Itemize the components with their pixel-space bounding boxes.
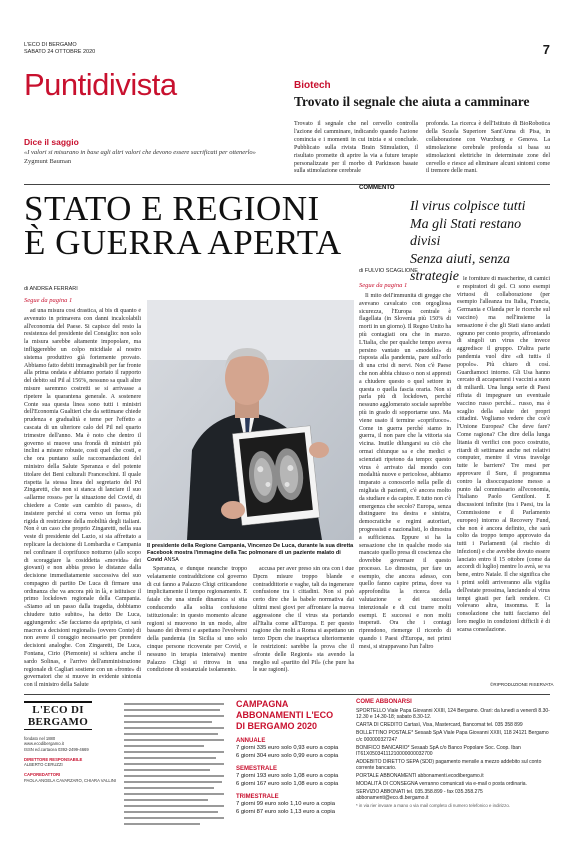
publication-name: L'ECO DI BERGAMO: [24, 42, 77, 48]
main-article-col3: accusa per aver preso sin ora con i due Dpcm misure troppo blande e contraddittorie e vaghe, tali da ingenerare confusione tra i cittadini. Non si può certo dire che la babele normativa dai ultimi mesi giovi per affrontare la nuova aggressione che il virus sta portando all'Italia come all'Europa. E per questo ragione che molti a Roma si aspettano un terzo Dpcm che inasprisca ulteriormente le restrizioni: sarebbe la prova che il «fronte delle Regioni» sta avendo la meglio sul «partito del Pil» (che pure ha le sue ragioni).: [253, 566, 354, 674]
subscription-campaign: [236, 699, 340, 816]
annual-price-7: 7 giorni 335 euro solo 0,93 euro a copia: [236, 745, 339, 751]
article-photo: [147, 300, 354, 540]
website-link[interactable]: www.ecodibergamo.it: [24, 741, 64, 747]
top-article-body: [294, 121, 550, 176]
main-article-col2: Speranza, e dunque neanche troppo velatamente contraddizione col governo di cui fanno a Palazzo Chigi criticandone implicitamente il tempo regionamento. E fatale che una simile dinamica si stia conducendo alla solita confusione istituzionale: in questo momento alcune regioni si muovono in un modo, altre basano dei diversi e aspettano l'evolversi della pandemia (in Sicilia si uno solo cinque persone ricoverate per Covid, e nessuno in terapia intensiva) mentre Palazzo Chigi si ritrova in una condizione di sostanziale isolamento.: [147, 566, 247, 674]
campaign-title: CAMPAGNA ABBONAMENTI L'ECO DI BERGAMO 2020: [236, 699, 334, 731]
photo-illustration: [147, 300, 354, 540]
main-kicker: Segue da pagina 1: [24, 297, 73, 304]
bottom-band: [24, 697, 550, 849]
how-item: BONIFICO BANCARIO* Sesaab SpA c/o Banco Popolare Soc. Coop. Iban IT61X05034111210000000032700: [356, 744, 521, 757]
quote-text: «I valori si misurano in base agli altri valori che devono essere sacrificati per ottenerlo»: [24, 149, 256, 156]
how-item: SERVIZIO ABBONATI tel. 035.358.899 - fax 035.358.275 abbonamenti@eco.di.bergamo.it: [356, 788, 483, 802]
how-item: CARTA DI CREDITO Cartasì, Visa, Mastercard, Bancomat tel. 035 358 899: [356, 722, 523, 729]
fine-print-block: [124, 701, 228, 841]
editors-label: CAPOREDATTORI: [24, 772, 61, 778]
annual-price-6: 6 giorni 304 euro solo 0,99 euro a copia: [236, 753, 339, 759]
how-to-subscribe: [356, 699, 550, 811]
annual-label: ANNUALE: [236, 738, 266, 744]
page-number: 7: [542, 42, 550, 57]
comment-col1: Il mito dell'immunità di gregge che avevano cavalcato con orgogliosa sicurezza, l'Europa centrale è flagellata (in Slovenia più 150% di morti in un giorno). Il Regno Unito ha più contagiati ora che in marzo. L'Italia, che per qualche tempo aveva persino vantato un «modello» di risposta alla pandemia, pare sull'orlo di una crisi di nervi. Non c'è Paese che non abbia chiuso o non si appresti a chiudere questo o quel settore in questa o quella fascia oraria. Non si parla più di lockdown, perché nessuno agglomerato sociale saprebbe più in grado di sopportarne uno. Ma viene usato il termine «coprifuoco». Come in guerra perché siamo in guerra, il non pare che la vittoria sia vicina. Inutile dilungarsi su ciò che ormai chiunque sa e che medici e scienziati ripetono da tempo: questo virus è arrivato dal mondo con modalità nuove e pericolose, abbiamo imparato a conoscerlo nella pelle di migliaia di pazienti, c'è ancora molto da studiare e da capire. E tutto non c'è emergenza che secolo? Europa, senza distinguere tra destra e sinistra, democratiche e regimi autoritari, progressisti e nazionalisti, lo dimostra a sufficienza. Eppure si ha la sensazione che in qualche modo sia mancato quello presa di coscienza che dovrebbe governare il questo processo. Lo dimostra, per fare un esempio, che ancora adesso, con quello fanno capire prima, dove va approfondita la ricerca della valutazione e dei successi intenzionale e di cui trarre molti esempi. E successi e non molti insperati. Ora che i contagi riprendono, riemerge il ricordo di quando i Paesi d'Europa, nei primi mesi, si strappavano l'un l'altro: [359, 293, 451, 650]
founded: fondato nel 1880: [24, 736, 56, 741]
editors: PAOLA ANGELA CAVARZARO, CHIARA VALLINI: [24, 777, 117, 783]
trimestral-price-7: 7 giorni 99 euro solo 1,10 euro a copia: [236, 801, 335, 807]
quote-author: Zygmunt Bauman: [24, 158, 72, 165]
top-rubric: Biotech: [294, 80, 331, 91]
director-label: DIRETTORE RESPONSABILE: [24, 756, 83, 762]
masthead-block: [24, 701, 120, 783]
how-title: COME ABBONARSI: [356, 699, 412, 705]
top-article-col2: profonda. La ricerca è dell'Istituto di BioRobotica della Scuola Superiore Sant'Anna di Pisa, in collaborazione con Wurzburg e Genova. La stimolazione cerebrale profonda si basa su stimolazioni elettriche in determinate zone del cervello e riesce ad eliminare alcuni sintomi come il tremore delle mani.: [426, 121, 550, 175]
top-article-col1: Trovato il segnale che nel cervello controlla l'azione del camminare, indicando quando l'azione comincia e i momenti in cui inizia e si conclude. Pubblicato sulla rivista Brain Stimulation, il risultato promette di aprire la via a future terapie personalizzate per il morbo di Parkinson basate sulla stimolazione cerebrale: [294, 121, 418, 175]
comment-label: COMMENTO: [359, 185, 395, 191]
footnote: * in via rier invoare a mano o via mail completo di numero telefonico e indirizzo.: [356, 803, 510, 809]
publication-date: SABATO 24 OTTOBRE 2020: [24, 49, 96, 55]
quote-label: Dice il saggio: [24, 137, 79, 147]
section-title: Puntidivista: [24, 67, 177, 102]
comment-kicker: Segue da pagina 1: [359, 282, 408, 289]
comment-title: Il virus colpisce tutti Ma gli Stati restano divisi Senza aiuti, senza strategie: [410, 199, 526, 284]
how-item: MODALITÀ DI CONSEGNA verranno comunicati via e-mail o posta ordinaria.: [356, 781, 527, 788]
main-byline: di ANDREA FERRARI: [24, 286, 78, 292]
masthead-logo: L'ECO DI BERGAMO: [24, 701, 92, 730]
how-item: SPORTELLO Viale Papa Giovanni XXIII, 124 Bergamo. Orari: da lunedì a venerdì 8.30-12.30 e 14.30-18; sabato 8.30-12.: [356, 708, 550, 721]
main-headline: STATO E REGIONI È GUERRA APERTA: [24, 189, 342, 262]
semestral-price-6: 6 giorni 167 euro solo 1,08 euro a copia: [236, 781, 339, 787]
how-item: BOLLETTINO POSTALE* Sesaab SpA Viale Papa Giovanni XXIII, 118 24121 Bergamo c/c 000000327247: [356, 730, 549, 743]
bottom-divider: [24, 694, 550, 695]
legal-info: [124, 701, 228, 841]
trimestral-label: TRIMESTRALE: [236, 794, 279, 800]
semestral-label: SEMESTRALE: [236, 766, 278, 772]
director: ALBERTO CERUZZI: [24, 762, 63, 768]
page-header: [24, 42, 550, 62]
main-article-col1: ad una misura così drastica, al bis di quanto è avvenuto in primavera con danni incalcolabili all'economia del Paese. Si capisce del resto la resistenza del presidente del Consiglio: non solo la misura sarebbe altamente impopolare, ma infliggerebbe un colpo micidiale al nostro sistema produttivo già fortemente provato. Abbiamo fatto debiti immaginabili per far fronte alla prima ondata e abbiamo portato il rapporto del debito sul Pil al 156%, nessuno sa quali altre misure saremmo costretti se si arrivasse a ripetere la quarantena generale. A sostenere Conte sua questa linea sono tutti i ministri dell'Economia Gualtieri che da settimane chiede prudenza e gradualità e teme per l'effetto a cascata di un ulteriore calo del Pil nel quarto trimestre dell'anno. Ma è noto che dentro il governo si muove una frondà di ministri più inclini a misure robuste, costi quel che costi, e che ora puntano sulle raccomandazioni del ministro della Salute Speranza e del potente titolare dei Beni culturali Franceschini. Il quale rispetta la stessa linea del segretario del Pd Zingaretti, che non si stanca di lanciare il suo «allarme rosso» per la situazione del Covid, di chiedere a Conte «un cambio di passo», di insistere perché si corra verso un forma più rigida di restrizione della mobilità degli italiani. Non è un caso che proprio Zingaretti, nella sua veste di presidente del Lazio, si sia affrettato a replicare la decisione di Lombardia e Campania nel confinare il coprifuoco notturno (allo scopo di scoraggiare la cosiddetta «movida» dei giovani) e non abbia preso le distanze dalla decisione immediatamente successiva del suo compagno di partito De Luca di firmare una ordinanza che va ancora più in là, e istituisce il primo lockdown regionale della Campania. «Siamo ad un passo dalla tragedia, dobbiamo chiudere tutto subito», ha detto De Luca, aggiungendo: «Se facciamo da apripista, ci sarà macron a decisioni regionali» (ovvero Conte) di non avere il coraggio necessario per prendere decisioni analoghe. Con Zingaretti, De Luca, Fontana, Cirio (Piemonte) si schiera anche il sardo Solinas, e l'arrivo dell'amministrazione regionale di Cagliari sostiene con un «fronte» di governatori che si muove in evidente sintonia con il ministro della Salute: [24, 308, 141, 689]
divider: [24, 184, 550, 185]
quote-box: [24, 137, 280, 165]
photo-caption: Il presidente della Regione Campania, Vincenzo De Luca, durante la sua diretta Facebook mostra l'immagine della Tac polmonare di un paziente malato di Covid ANSA: [147, 543, 354, 563]
top-headline: Trovato il segnale che aiuta a camminare: [294, 94, 530, 109]
issn: ISSN ed.cartacea 0392-2499-4669: [24, 746, 89, 752]
semestral-price-7: 7 giorni 193 euro solo 1,08 euro a copia: [236, 773, 339, 779]
how-item[interactable]: PORTALE ABBONAMENTI abbonamenti.ecodibergamo.it: [356, 773, 484, 780]
trimestral-price-6: 6 giorni 87 euro solo 1,13 euro a copia: [236, 809, 335, 815]
comment-col2: le forniture di mascherine, di camici e respiratori di gel. Ci sono esempi virtuosi di collaborazione (per esempio l'alleanza tra Italia, Francia, Germania e Olanda per le ricerche sul vaccino) ma nell'insieme la sensazione è che gli Stati siano andati ognuno per conto proprio, affrontando di singoli un virus che invece aggredisce il gruppo. D'altra parte pandemia vuol dire «di tutti» il popolo». Più chiaro di così. Guardiamoci intorno. Gli Usa hanno cercato di accaparrarsi i vaccini a suon di miliardi. Una lunga serie di Paesi rifiuta di impegnare un eventuale vaccino russo perché... russo, ma è scaglio della salute dei propri cittadini. Vogliamo vedere che cos'è l'Unione Europea? Che deve fare? Come ragiona? Che dire della lunga litania di verifici con poco costrutto, ritardi di settimane anche nei relativi computer, mentre il virus travolge tutte le barriere? Tre mesi per approvare il Sure, il programma contro la disoccupazione messo a punto dal commissario all'economia, l'italiano Paolo Gentiloni. E discussioni infinite (tra i Paesi, tra la Commissione e il Parlamento europeo) intorno al Recovery Fund, che non è ancora definito, che sarà colto da troppo tempo approvato da tutti i Parlamenti (al rischio di infezioni) e che avrebbe dovuto essere lanciato entro il 15 ottobre (come da accordi di luglio) mentre lo avrà, se va bene, entro Natale. Il che significa che i primi soldi arriveranno alla vigilia dell'estate prossima, lanciando al virus tempi giusti per farli rendere. Ci volevano altra, insomma. E la consolazione che tutti facciamo del loro meglio in condizioni difficili è di scarsa consolazione.: [457, 276, 550, 633]
comment-byline: di FULVIO SCAGLIONE: [359, 268, 418, 274]
copyright-note: ©RIPRODUZIONE RISERVATA: [490, 682, 554, 687]
how-item: ADDEBITO DIRETTO SEPA (SDD) pagamento mensile a mezzo addebito sul conto corrente bancario.: [356, 758, 542, 772]
